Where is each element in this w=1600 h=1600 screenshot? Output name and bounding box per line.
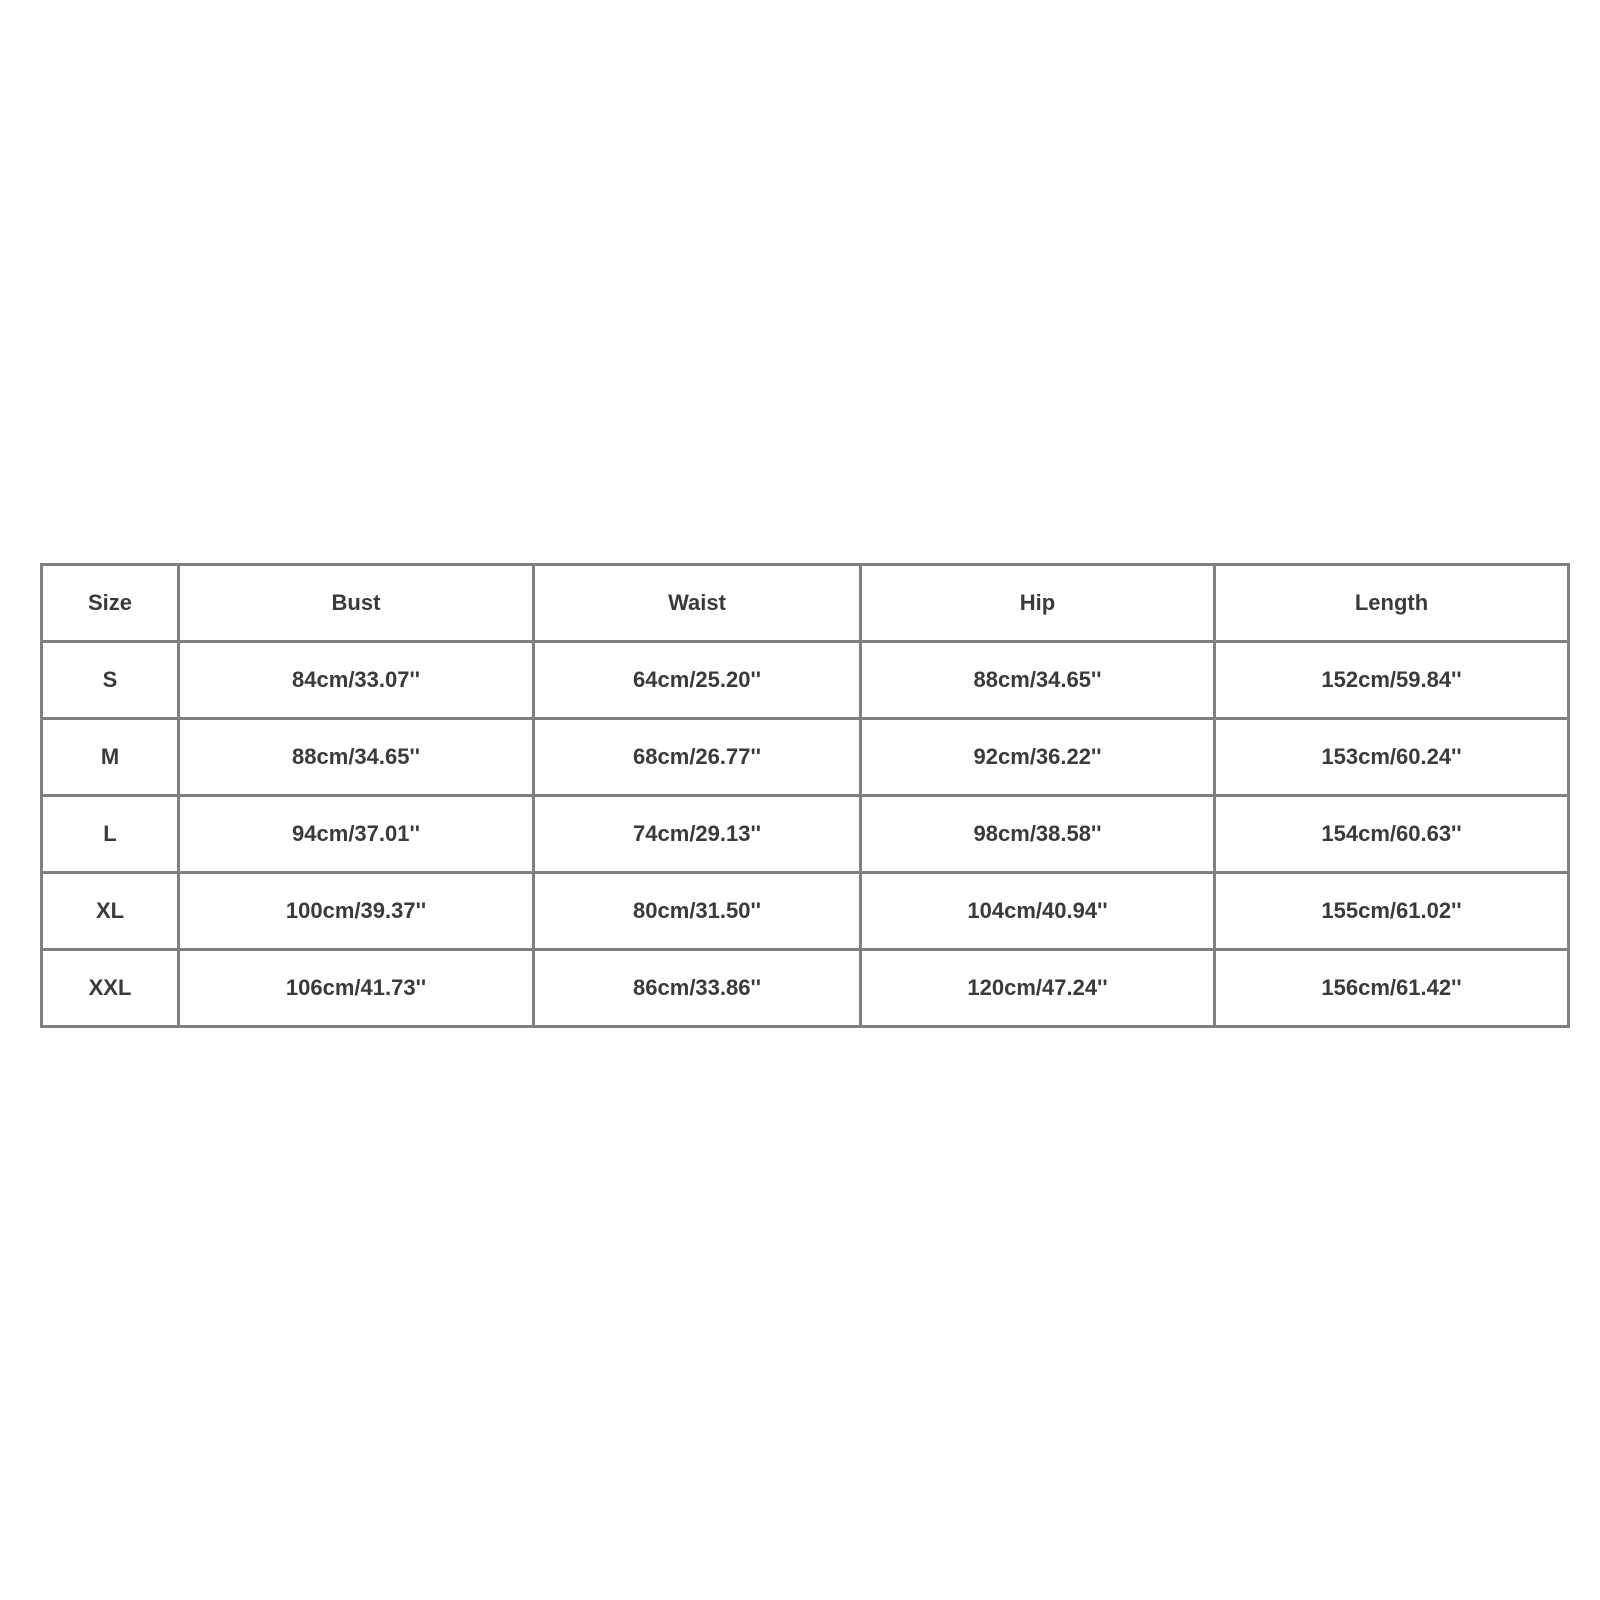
header-waist: Waist xyxy=(534,565,861,642)
cell-length: 155cm/61.02'' xyxy=(1215,873,1569,950)
cell-length: 153cm/60.24'' xyxy=(1215,719,1569,796)
cell-size: XXL xyxy=(42,950,179,1027)
size-chart-table xyxy=(40,563,1570,1028)
cell-size: L xyxy=(42,796,179,873)
cell-hip: 98cm/38.58'' xyxy=(861,796,1215,873)
cell-waist: 80cm/31.50'' xyxy=(534,873,861,950)
table-row xyxy=(42,873,1569,950)
cell-bust: 94cm/37.01'' xyxy=(179,796,534,873)
cell-bust: 88cm/34.65'' xyxy=(179,719,534,796)
table-row xyxy=(42,796,1569,873)
table-row xyxy=(42,719,1569,796)
cell-size: S xyxy=(42,642,179,719)
cell-hip: 88cm/34.65'' xyxy=(861,642,1215,719)
cell-length: 152cm/59.84'' xyxy=(1215,642,1569,719)
cell-waist: 68cm/26.77'' xyxy=(534,719,861,796)
cell-bust: 100cm/39.37'' xyxy=(179,873,534,950)
cell-size: XL xyxy=(42,873,179,950)
table-row xyxy=(42,950,1569,1027)
cell-waist: 86cm/33.86'' xyxy=(534,950,861,1027)
cell-length: 154cm/60.63'' xyxy=(1215,796,1569,873)
header-hip: Hip xyxy=(861,565,1215,642)
table-row xyxy=(42,642,1569,719)
cell-bust: 106cm/41.73'' xyxy=(179,950,534,1027)
table-header-row xyxy=(42,565,1569,642)
cell-bust: 84cm/33.07'' xyxy=(179,642,534,719)
header-size: Size xyxy=(42,565,179,642)
cell-waist: 64cm/25.20'' xyxy=(534,642,861,719)
cell-length: 156cm/61.42'' xyxy=(1215,950,1569,1027)
cell-size: M xyxy=(42,719,179,796)
header-bust: Bust xyxy=(179,565,534,642)
cell-hip: 104cm/40.94'' xyxy=(861,873,1215,950)
cell-hip: 120cm/47.24'' xyxy=(861,950,1215,1027)
cell-waist: 74cm/29.13'' xyxy=(534,796,861,873)
cell-hip: 92cm/36.22'' xyxy=(861,719,1215,796)
header-length: Length xyxy=(1215,565,1569,642)
